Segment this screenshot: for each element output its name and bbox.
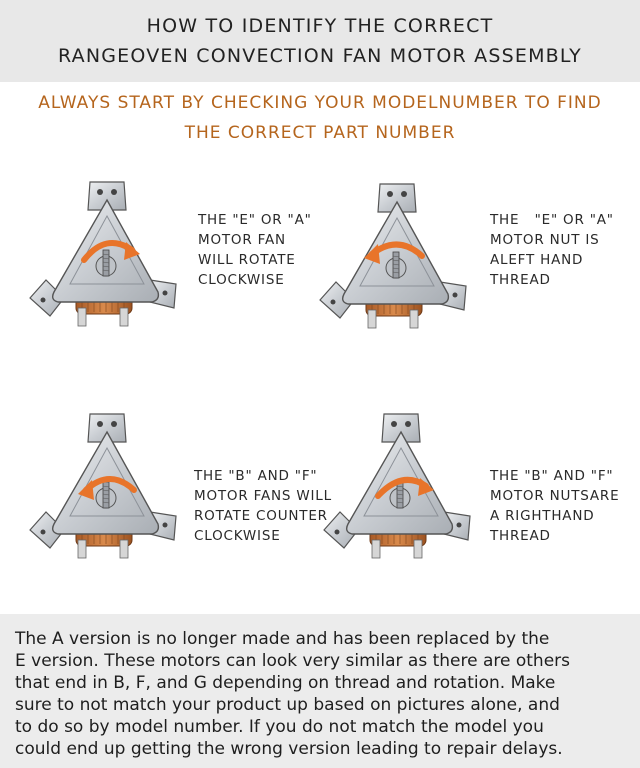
- instruction-subtitle: [0, 88, 640, 148]
- caption-line: A RIGHTHAND: [490, 508, 595, 524]
- title-line-2: RANGEOVEN CONVECTION FAN MOTOR ASSEMBLY: [58, 45, 582, 67]
- caption-line: WILL ROTATE: [198, 252, 296, 268]
- caption-line: MOTOR FAN: [198, 232, 286, 248]
- caption-line: THE "B" AND "F": [490, 468, 614, 484]
- panel-1-caption: [198, 210, 312, 290]
- caption-line: THE "E" OR "A": [490, 212, 614, 228]
- fan-motor-icon: [28, 180, 178, 340]
- title-banner: [0, 0, 640, 82]
- caption-line: THE "B" AND "F": [194, 468, 318, 484]
- note-line: E version. These motors can look very similar as there are others: [15, 651, 571, 671]
- panel-3-caption: [194, 466, 332, 546]
- note-line: sure to not match your product up based on pictures alone, and: [15, 695, 560, 715]
- fan-motor-icon: [318, 182, 468, 342]
- note-line: could end up getting the wrong version leading to repair delays.: [15, 739, 563, 759]
- explanation-note: [0, 614, 640, 768]
- caption-line: THREAD: [490, 528, 551, 544]
- note-line: The A version is no longer made and has been replaced by the: [15, 629, 550, 649]
- fan-motor-icon: [322, 412, 472, 572]
- note-line: that end in B, F, and G depending on thread and rotation. Make: [15, 673, 556, 693]
- fan-motor-icon: [28, 412, 178, 572]
- caption-line: MOTOR NUTSARE: [490, 488, 620, 504]
- caption-line: THE "E" OR "A": [198, 212, 312, 228]
- caption-line: ROTATE COUNTER: [194, 508, 328, 524]
- caption-line: ALEFT HAND: [490, 252, 584, 268]
- caption-line: THREAD: [490, 272, 551, 288]
- caption-line: CLOCKWISE: [194, 528, 281, 544]
- note-line: to do so by model number. If you do not match the model you: [15, 717, 544, 737]
- title-line-1: HOW TO IDENTIFY THE CORRECT: [146, 15, 494, 37]
- subtitle-line-1: ALWAYS START BY CHECKING YOUR MODELNUMBER TO FIND: [38, 93, 602, 113]
- subtitle-line-2: THE CORRECT PART NUMBER: [184, 123, 456, 143]
- caption-line: CLOCKWISE: [198, 272, 285, 288]
- panel-4-caption: [490, 466, 619, 546]
- caption-line: MOTOR FANS WILL: [194, 488, 332, 504]
- caption-line: MOTOR NUT IS: [490, 232, 600, 248]
- panel-2-caption: [490, 210, 614, 290]
